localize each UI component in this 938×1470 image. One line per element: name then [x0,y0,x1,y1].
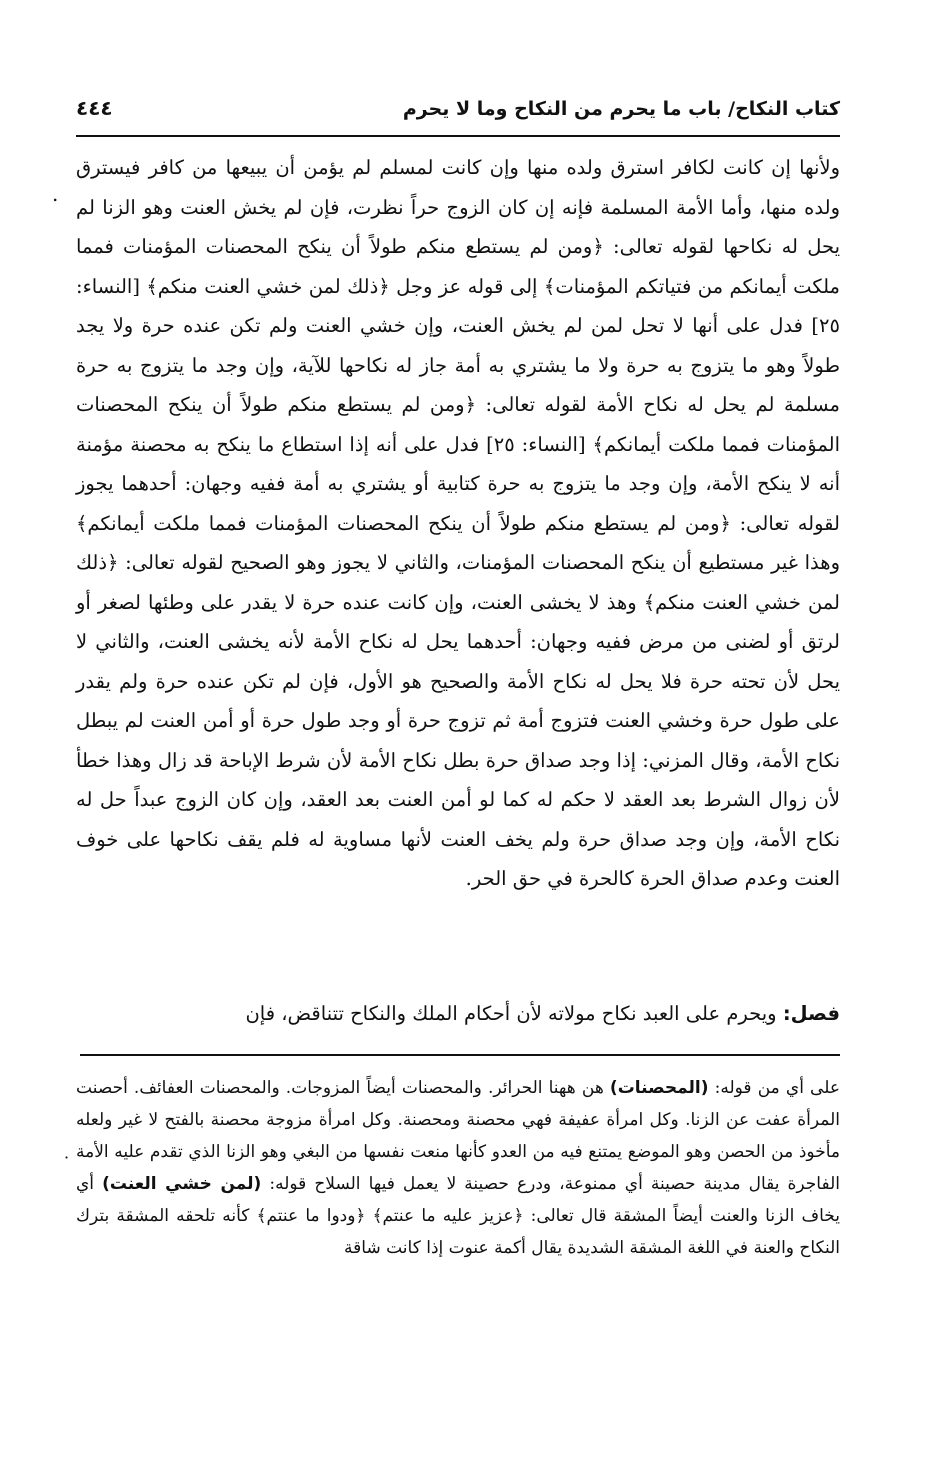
section-paragraph [76,994,840,1033]
footnote-term-anat: (لمن خشي العنت) [102,1174,262,1194]
margin-mark: . [52,182,59,206]
footnote-margin-mark: · [64,1148,70,1167]
section-line [76,994,840,1033]
main-paragraph: ولأنها إن كانت لكافر استرق ولده منها وإن كانت لمسلم لم يؤمن أن يبيعها من كافر فيسترق ولده منها، وأما الأمة المسلمة فإنه إن كان الزوج حراً نظرت، فإن لم يخش العنت وهو الزنا لم يحل له نكاحها لقوله تعالى: ﴿ومن لم يستطع منكم طولاً أن ينكح المحصنات المؤمنات فمما ملكت أيمانكم من فتياتكم المؤمنات﴾ إلى قوله عز وجل ﴿ذلك لمن خشي العنت منكم﴾ [النساء: ٢٥] فدل على أنها لا تحل لمن لم يخش العنت، وإن خشي العنت ولم تكن عنده حرة ولا يجد طولاً وهو ما يتزوج به حرة ولا ما يشتري به أمة جاز له نكاحها للآية، وإن وجد ما يتزوج به حرة مسلمة لم يحل له نكاح الأمة لقوله تعالى: ﴿ومن لم يستطع منكم طولاً أن ينكح المحصنات المؤمنات فمما ملكت أيمانكم﴾ [النساء: ٢٥] فدل على أنه إذا استطاع ما ينكح به محصنة مؤمنة أنه لا ينكح الأمة، وإن وجد ما يتزوج به حرة كتابية أو يشتري به أمة ففيه وجهان: أحدهما يجوز لقوله تعالى: ﴿ومن لم يستطع منكم طولاً أن ينكح المحصنات المؤمنات فمما ملكت أيمانكم﴾ وهذا غير مستطيع أن ينكح المحصنات المؤمنات، والثاني لا يجوز وهو الصحيح لقوله تعالى: ﴿ذلك لمن خشي العنت منكم﴾ وهذ لا يخشى العنت، وإن كانت عنده حرة لا يقدر على وطئها لصغر أو لرتق أو لضنى من مرض ففيه وجهان: أحدهما يحل له نكاح الأمة لأنه يخشى العنت، والثاني لا يحل لأن تحته حرة فلا يحل له نكاح الأمة والصحيح هو الأول، فإن لم تكن عنده حرة ولم يقدر على طول حرة وخشي العنت فتزوج أمة ثم تزوج حرة أو وجد طول حرة أو أمن العنت لم يبطل نكاح الأمة، وقال المزني: إذا وجد صداق حرة بطل نكاح الأمة لأن شرط الإباحة قد زال وهذا خطأ لأن زوال الشرط بعد العقد لا حكم له كما لو أمن العنت بعد العقد، وإن كان الزوج عبداً حل له نكاح الأمة، وإن وجد صداق حرة ولم يخف العنت لأنها مساوية له فلم يقف نكاحها على خوف العنت وعدم صداق الحرة كالحرة في حق الحر. [76,156,841,890]
footnotes [76,1072,840,1264]
running-header [76,94,840,130]
header-divider [76,135,840,137]
footnote-text-1: هن ههنا الحرائر. والمحصنات أيضاً المزوجات. والمحصنات العفائف. أحصنت المرأة عفت عن الزنا. وكل امرأة عفيفة فهي محصنة ومحصنة. وكل امرأة مزوجة محصنة بالفتح لا غير ولعله مأخوذ من الحصن وهو الموضع يمتنع فيه من العدو كأنها منعت نفسها من البغي وهو الزنا الذي تقدم عليه الأمة الفاجرة يقال مدينة حصينة أي ممنوعة، ودرع حصينة لا يعمل فيها السلاح قوله: [76,1078,840,1194]
page-number: ٤٤٤ [76,96,113,120]
footnote-term-muhsanat: (المحصنات) [609,1078,709,1098]
section-label: فصل: [782,1002,840,1025]
section-text: ويحرم على العبد نكاح مولاته لأن أحكام الملك والنكاح تتناقض، فإن [245,1002,777,1025]
footnote-paragraph [76,1072,840,1264]
footnote-intro: على أي من قوله: [708,1078,840,1098]
main-text [76,148,840,899]
chapter-title: كتاب النكاح/ باب ما يحرم من النكاح وما لا يحرم [402,98,840,120]
footnote-divider [80,1054,840,1056]
footnote-text-2: أي يخاف الزنا والعنت أيضاً المشقة قال تعالى: ﴿عزيز عليه ما عنتم﴾ ﴿ودوا ما عنتم﴾ كأنه تلحقه المشقة بترك النكاح والعنة في اللغة المشقة الشديدة يقال أكمة عنوت إذا كانت شاقة [76,1174,840,1258]
